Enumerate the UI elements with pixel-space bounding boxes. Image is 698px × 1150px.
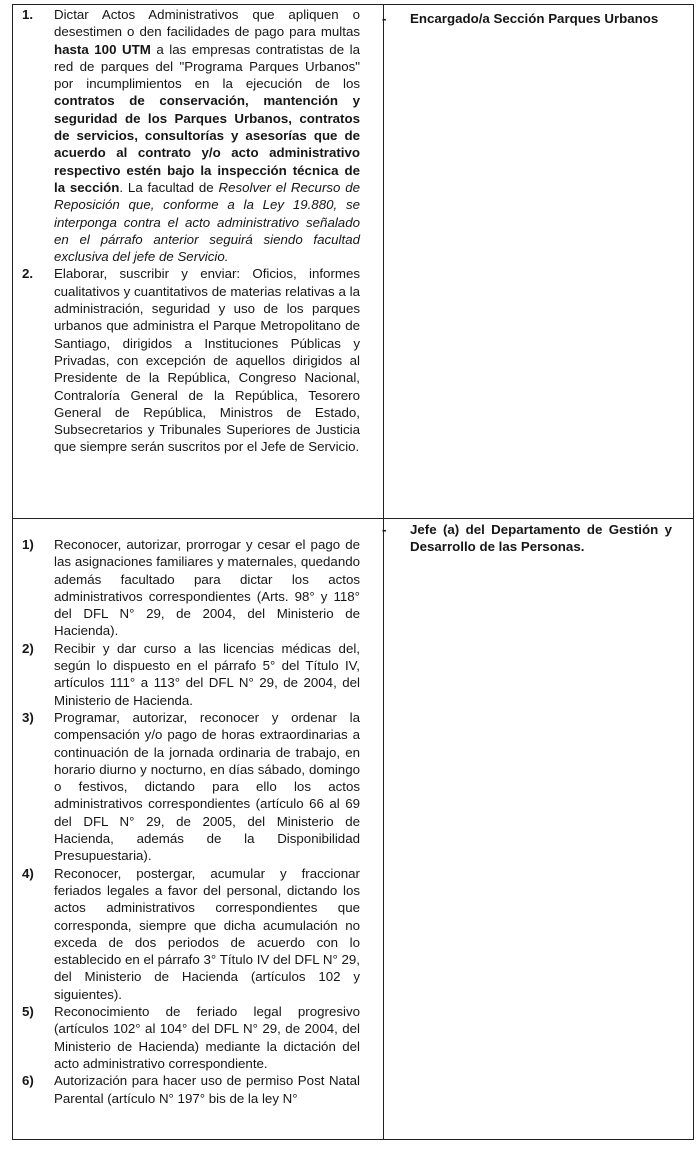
item-text: Autorización para hacer uso de permiso Post Natal Parental (artículo N° 197° bis de la ley N°: [54, 1073, 360, 1106]
text-segment: hasta 100 UTM: [54, 41, 151, 57]
text-segment: Dictar Actos Administrativos que apliquen o desestimen o den facilidades de pago para multas: [54, 7, 360, 40]
item-text: [54, 6, 360, 265]
item-number: 1.: [22, 7, 34, 22]
item-number: 6): [22, 1073, 34, 1089]
bullet-dash: -: [382, 522, 387, 537]
row1-functions: [22, 6, 360, 456]
responsible-title: Jefe (a) del Departamento de Gestión y Desarrollo de las Personas.: [410, 522, 672, 555]
list-item: [22, 865, 360, 1003]
item-text: Reconocer, autorizar, prorrogar y cesar el pago de las asignaciones familiares y maternales, quedando además facultado para dictar los actos administrativos correspondientes (Arts. 98° y 118° del DFL N° 29, de 2004, del Ministerio de Hacienda).: [54, 537, 360, 639]
list-item: [22, 6, 360, 265]
item-number: 4): [22, 865, 34, 881]
item-text: Reconocimiento de feriado legal progresivo (artículos 102° al 104° del DFL N° 29, de 2004, del Ministerio de Hacienda) mediante la dictación del acto administrativo correspondiente.: [54, 1004, 360, 1071]
row2-functions: [22, 536, 360, 1107]
item-number: 2): [22, 640, 34, 656]
item-text: Elaborar, suscribir y enviar: Oficios, informes cualitativos y cuantitativos de materias relativas a la administración, seguridad y uso de los parques urbanos que administra el Parque Metropolitano de Santiago, dirigidos a Instituciones Públicas y Privadas, con excepción de aquellos dirigidos al Presidente de la República, Congreso Nacional, Contraloría General de la República, Tesorero General de República, Ministros de Estado, Subsecretarios y Tribunales Superiores de Justicia que siempre serán suscritos por el Jefe de Servicio.: [54, 266, 360, 455]
item-text: Programar, autorizar, reconocer y ordenar la compensación y/o pago de horas extraordinarias a continuación de la jornada ordinaria de trabajo, en horario diurno y nocturno, en días sábado, domingo o festivos, dictando para ello los actos administrativos correspondientes (artículo 66 al 69 del DFL N° 29, de 2005, del Ministerio de Hacienda, además de la Disponibilidad Presupuestaria).: [54, 709, 360, 864]
text-segment: Resolver el Recurso de Reposición que, conforme a la Ley 19.880, se interponga contra el acto administrativo señalado en el párrafo anterior seguirá siendo facultad exclusiva del jefe de Servicio.: [54, 179, 361, 265]
list-item: [22, 536, 360, 640]
item-number: 2.: [22, 266, 34, 282]
text-segment: . La facultad de: [119, 179, 219, 195]
item-text: Recibir y dar curso a las licencias médicas del, según lo dispuesto en el párrafo 5° del Título IV, artículos 111° a 113° del DFL N° 29, de 2004, del Ministerio de Hacienda.: [54, 640, 360, 708]
item-number: 5): [22, 1004, 34, 1020]
row2-responsible: [382, 521, 672, 556]
list-item: [22, 1072, 360, 1107]
list-item: [22, 640, 360, 709]
row-divider: [13, 518, 693, 519]
list-item: [22, 1003, 360, 1072]
item-number: 3): [22, 709, 34, 725]
text-segment: contratos de conservación, mantención y seguridad de los Parques Urbanos, contratos de servicios, consultorías y asesorías que de acuerdo al contrato y/o acto administrativo respectivo estén bajo la inspección técnica de la sección: [54, 93, 360, 195]
row1-responsible: [382, 10, 672, 27]
text-segment: a las empresas contratistas de la red de parques del "Programa Parques Urbanos" por incumplimientos en la ejecución de los: [54, 41, 360, 92]
column-divider: [383, 5, 384, 1139]
bullet-dash: -: [382, 11, 387, 26]
responsible-title: Encargado/a Sección Parques Urbanos: [410, 11, 659, 26]
item-number: 1): [22, 537, 34, 552]
list-item: [22, 709, 360, 865]
list-item: [22, 265, 360, 455]
item-text: Reconocer, postergar, acumular y fraccionar feriados legales a favor del personal, dictando los actos administrativos correspondientes que corresponda, siempre que dicha acumulación no exceda de dos periodos de acuerdo con lo establecido en el párrafo 3° Título IV del DFL N° 29, del Ministerio de Hacienda (artículos 102 y siguientes).: [54, 865, 360, 1002]
